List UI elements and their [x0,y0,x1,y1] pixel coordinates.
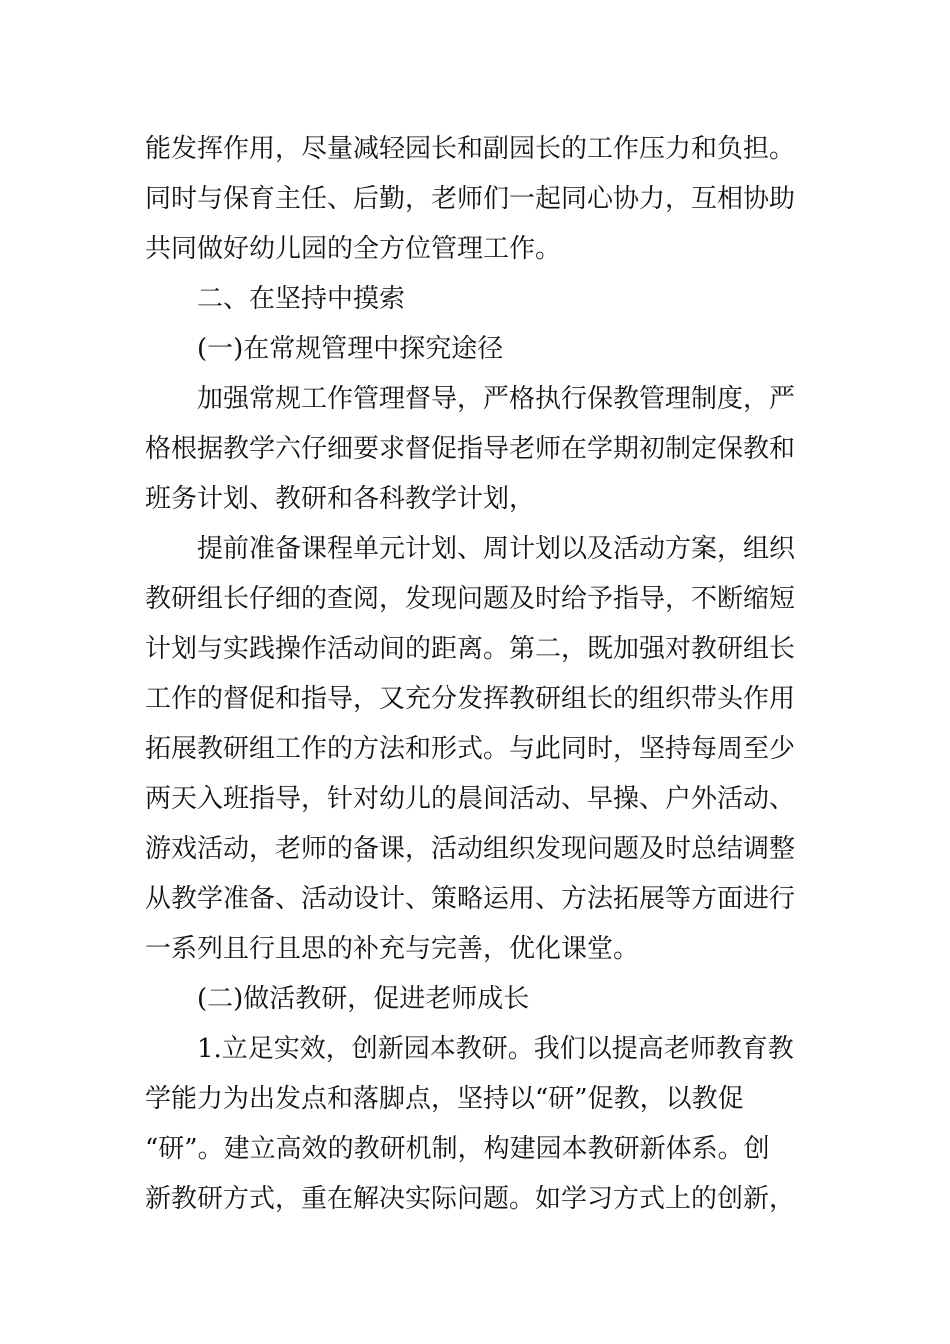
text-line: 一系列且行且思的补充与完善，优化课堂。 [145,934,640,964]
text-line: 两天入班指导，针对幼儿的晨间活动、早操、户外活动、 [145,784,796,814]
text-line: 提前准备课程单元计划、周计划以及活动方案，组织 [197,534,796,564]
subsection-heading: (一)在常规管理中探究途径 [197,334,504,364]
text-line: 新教研方式，重在解决实际问题。如学习方式上的创新， [145,1184,796,1214]
text-line: “研”。建立高效的教研机制，构建园本教研新体系。创 [145,1134,770,1164]
text-line: 格根据教学六仔细要求督促指导老师在学期初制定保教和 [145,434,796,464]
text-line: 同时与保育主任、后勤，老师们一起同心协力，互相协助 [145,184,796,214]
text-line: 拓展教研组工作的方法和形式。与此同时，坚持每周至少 [145,734,796,764]
text-line: 共同做好幼儿园的全方位管理工作。 [145,234,562,264]
text-line: 能发挥作用，尽量减轻园长和副园长的工作压力和负担。 [145,134,796,164]
subsection-heading: (二)做活教研，促进老师成长 [197,984,530,1014]
text-line: 学能力为出发点和落脚点，坚持以“研”促教，以教促 [145,1084,744,1114]
text-line: 计划与实践操作活动间的距离。第二，既加强对教研组长 [145,634,796,664]
section-heading: 二、在坚持中摸索 [197,284,406,314]
text-line: 班务计划、教研和各科教学计划， [145,484,536,514]
text-line: 教研组长仔细的查阅，发现问题及时给予指导，不断缩短 [145,584,796,614]
text-line: 游戏活动，老师的备课，活动组织发现问题及时总结调整 [145,834,796,864]
text-line: 工作的督促和指导，又充分发挥教研组长的组织带头作用 [145,684,796,714]
text-line: 1.立足实效，创新园本教研。我们以提高老师教育教 [197,1034,794,1064]
text-line: 从教学准备、活动设计、策略运用、方法拓展等方面进行 [145,884,796,914]
text-line: 加强常规工作管理督导，严格执行保教管理制度，严 [197,384,796,414]
body-text [145,124,810,1224]
